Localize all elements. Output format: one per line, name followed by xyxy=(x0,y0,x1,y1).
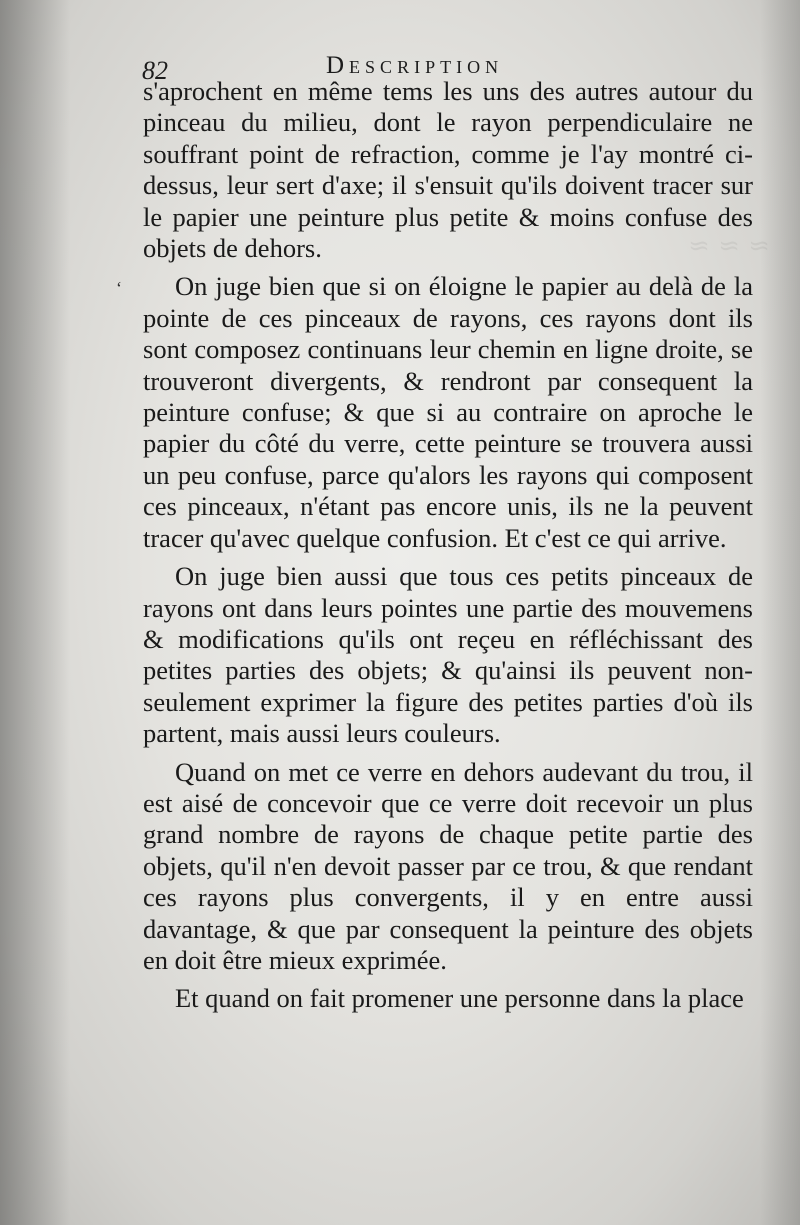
running-head: Description xyxy=(326,52,504,79)
paragraph: Et quand on fait promener une personne dans la place xyxy=(175,983,744,1014)
show-through-texture: ≈ ≈ ≈ xyxy=(688,231,770,261)
gutter-shadow xyxy=(0,0,70,1225)
margin-mark: ‘ xyxy=(116,278,122,298)
paragraph-continuation: s'aprochent en même tems les uns des autres autour du pinceau du milieu, dont le rayon perpendiculaire ne souffrant point de refraction, comme je l'ay montré ci-dessus, leur sert d'axe; il s'ensuit qu'ils doivent tracer sur le papier une peinture plus petite & moins confuse des objets de dehors. xyxy=(143,76,753,264)
page-edge-shadow xyxy=(760,0,800,1225)
paragraph: Quand on met ce verre en dehors audevant du trou, il est aisé de concevoir que ce verre doit recevoir un plus grand nombre de rayons de chaque petite partie des objets, qu'il n'en devoit passer par ce trou, & que rendant ces rayons plus convergents, il y en entre aussi davantage, & que par consequent la peinture des objets en doit être mieux exprimée. xyxy=(143,756,753,975)
body-text xyxy=(143,76,753,1022)
page-number: 82 xyxy=(142,56,168,85)
paragraph: On juge bien que si on éloigne le papier au delà de la pointe de ces pinceaux de rayons, ces rayons dont ils sont composez continuans leur chemin en ligne droite, se trouveront divergents, & rendront par consequent la peinture confuse; & que si au contraire on aproche le papier du côté du verre, cette peinture se trouvera aussi un peu confuse, parce qu'alors les rayons qui composent ces pinceaux, n'étant pas encore unis, ils ne la peuvent tracer qu'avec quelque confusion. Et c'est ce qui arrive. xyxy=(143,271,753,553)
paragraph: On juge bien aussi que tous ces petits pinceaux de rayons ont dans leurs pointes une partie des mouvemens & modifications qu'ils ont reçeu en réfléchissant des petites parties des objets; & qu'ainsi ils peuvent non-seulement exprimer la figure des petites parties d'où ils partent, mais aussi leurs couleurs. xyxy=(143,561,753,749)
